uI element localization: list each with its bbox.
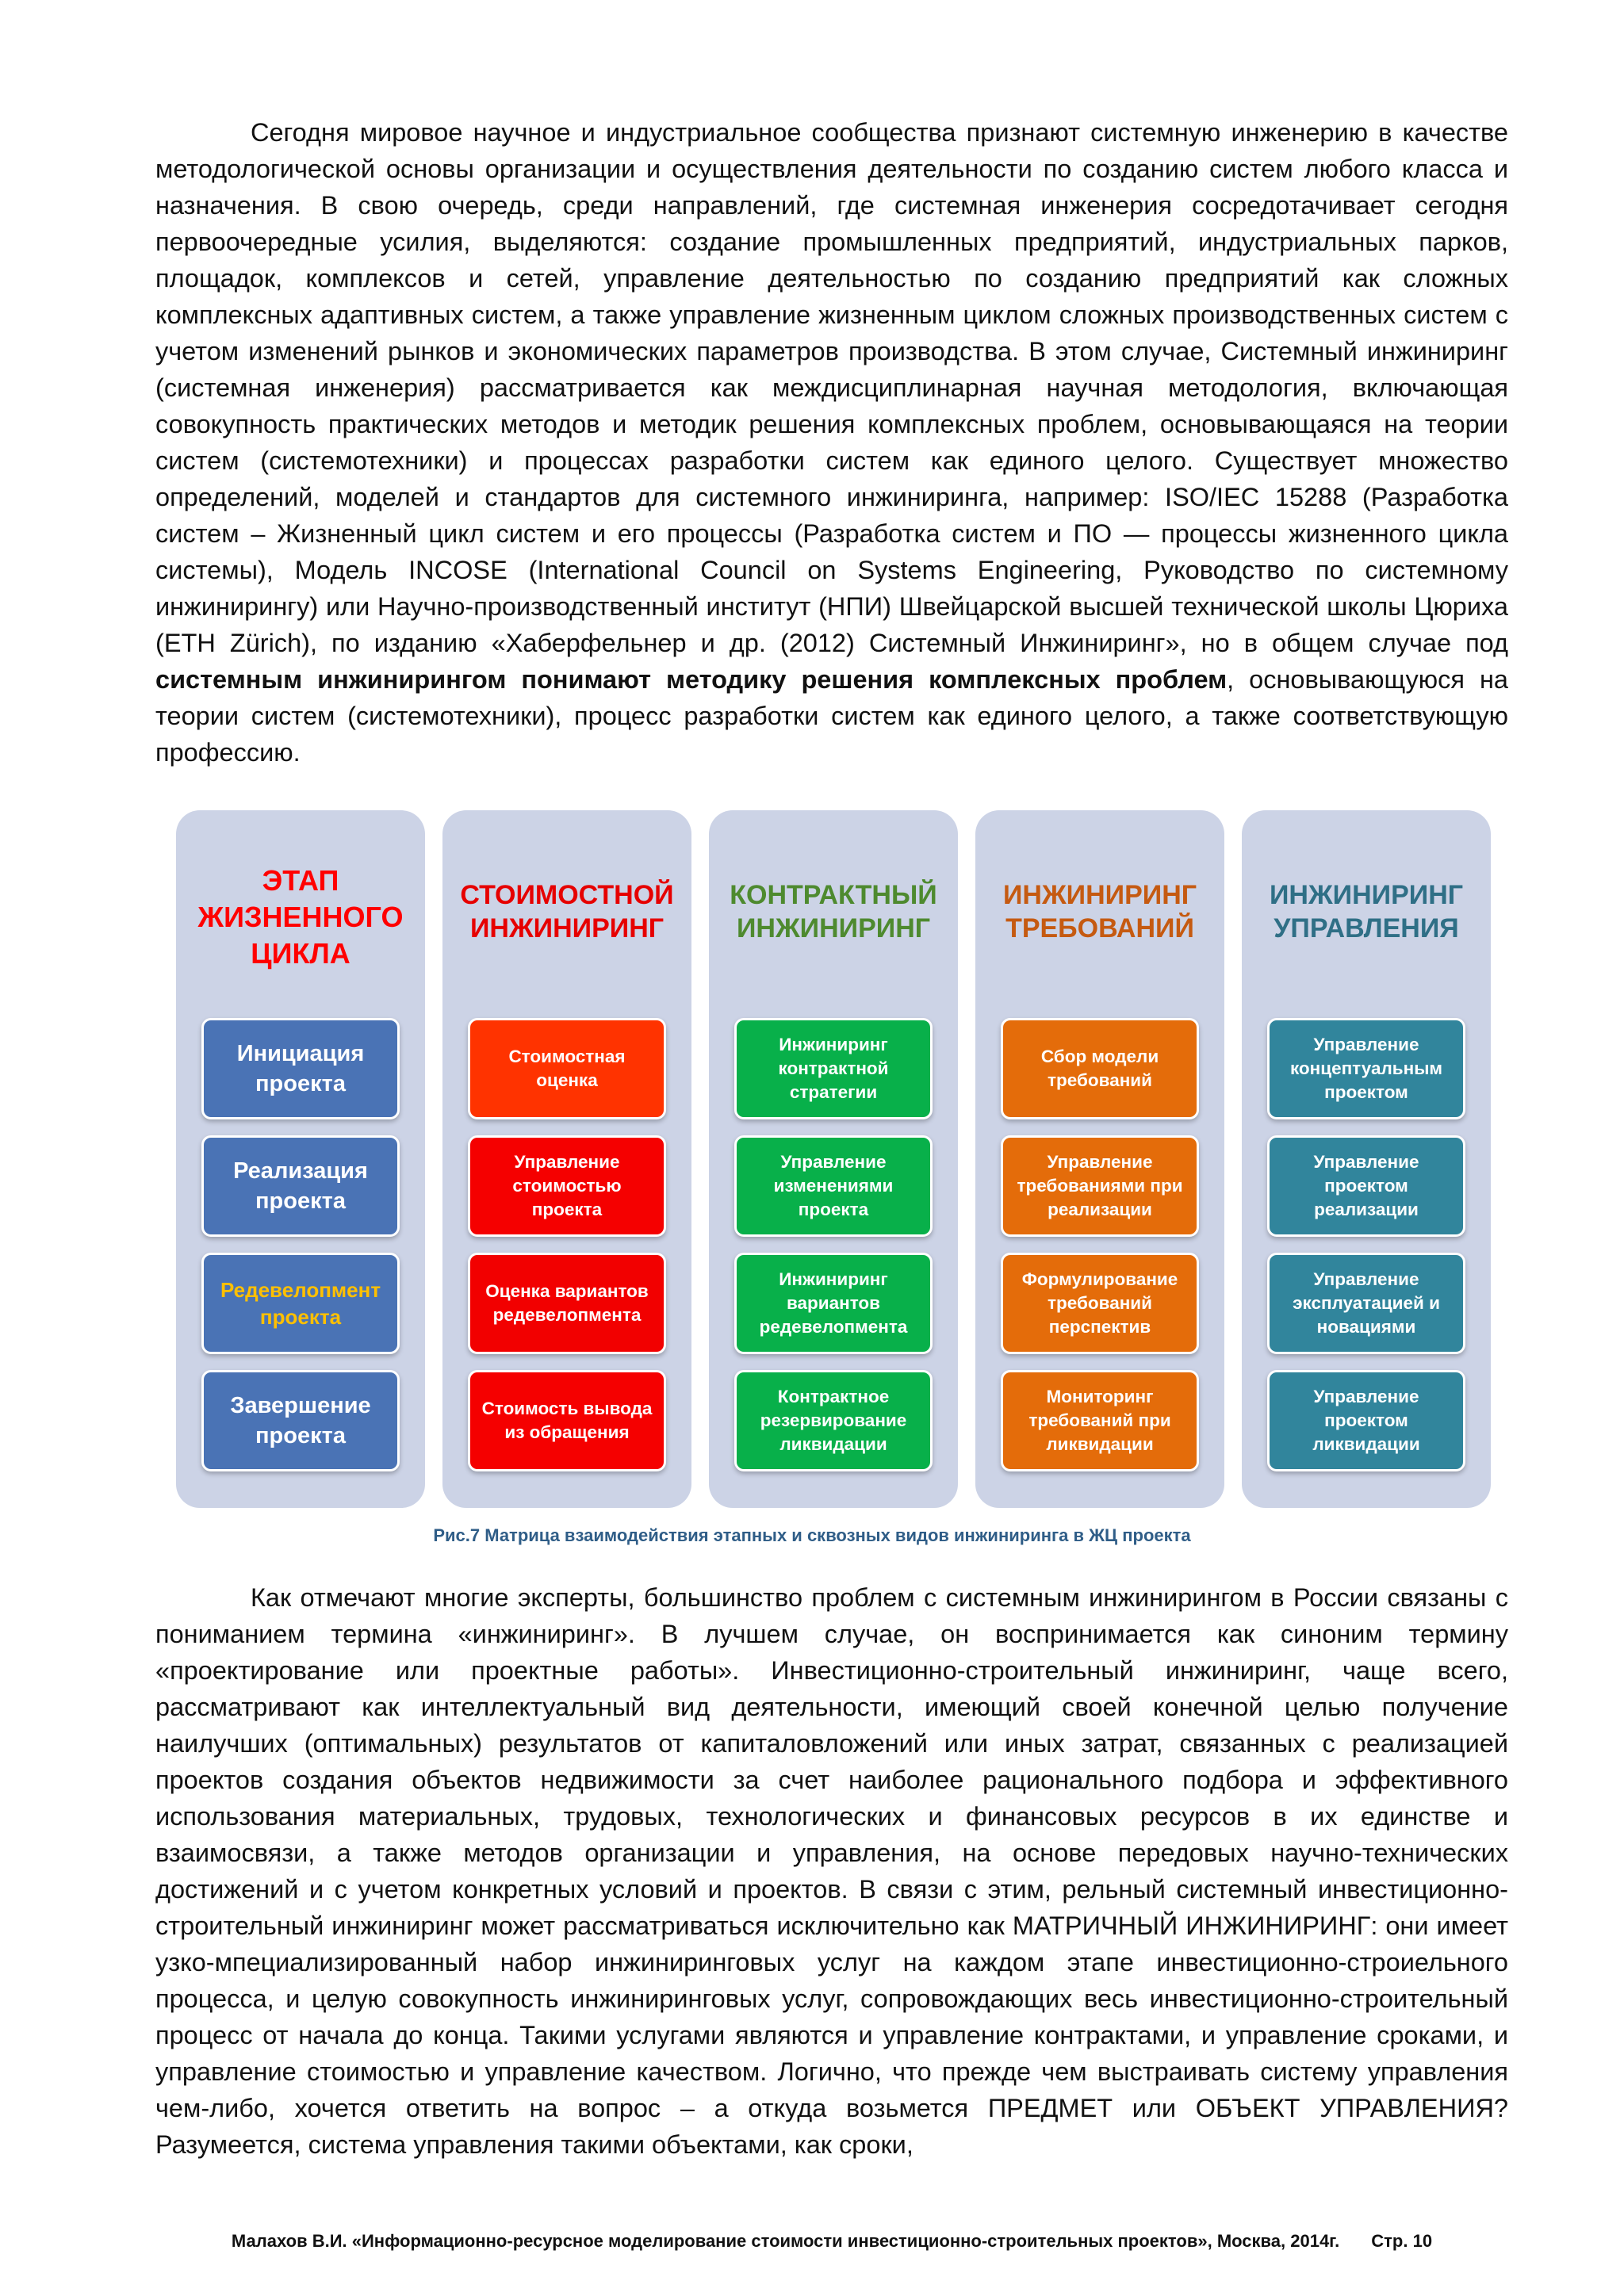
matrix-column-contract-engineering — [709, 810, 958, 1508]
paragraph-experts-text: Как отмечают многие эксперты, большинство проблем с системным инжинирингом в России связаны с пониманием термина «инжиниринг». В лучшем случае, он воспринимается как синоним термину «проектирование или проектные работы». Инвестиционно-строительный инжиниринг, чаще всего, рассматривают как интеллектуальный вид деятельности, имеющий своей конечной целью получение наилучших (оптимальных) результатов от капиталовложений или иных затрат, связанных с реализацией проектов создания объектов недвижимости за счет наиболее рационального подбора и эффективного использования материальных, трудовых, технологических и финансовых ресурсов в их единстве и взаимосвязи, а также методов организации и управления, на основе передовых научно-технических достижений и с учетом конкретных условий и проектов. В связи с этим, рельный системный инвестиционно-строительный инжиниринг может рассматриваться исключительно как МАТРИЧНЫЙ ИНЖИНИРИНГ: они имеет узко-мпециализированный набор инжиниринговых услуг на каждом этапе инвестиционно-строиельного процесса, и целую совокупность инжиниринговых услуг, сопровождающих весь инвестиционно-строительный процесс от начала до конца. Такими услугами являются и управление контрактами, и управление сроками, и управление стоимостью и управление качеством. Логично, что прежде чем выстраивать систему управления чем-либо, хочется ответить на вопрос – а откуда возьмется ПРЕДМЕТ или ОБЪЕКТ УПРАВЛЕНИЯ? Разумеется, система управления такими объектами, как сроки, — [155, 1583, 1508, 2159]
cell-contract-strategy: Инжиниринг контрактной стратегии — [734, 1018, 933, 1119]
cell-requirements-monitoring: Мониторинг требований при ликвидации — [1001, 1370, 1199, 1471]
matrix-column-management-engineering — [1242, 810, 1491, 1508]
column-title: СТОИМОСТНОЙ ИНЖИНИРИНГ — [460, 880, 674, 943]
cell-cost-estimate: Стоимостная оценка — [468, 1018, 666, 1119]
cell-initiation: Инициация проекта — [201, 1018, 400, 1119]
column-title: ИНЖИНИРИНГ ТРЕБОВАНИЙ — [1002, 880, 1197, 943]
page-number: Стр. 10 — [1371, 2231, 1433, 2251]
paragraph-intro — [155, 114, 1508, 771]
footer-citation: Малахов В.И. «Информационно-ресурсное моделирование стоимости инвестиционно-строительных проектов», Москва, 2014г. — [231, 2231, 1340, 2251]
cell-redevelopment-variants: Инжиниринг вариантов редевелопмента — [734, 1253, 933, 1354]
matrix-column-lifecycle — [176, 810, 425, 1508]
cell-change-management: Управление изменениями проекта — [734, 1135, 933, 1237]
cell-liquidation-management: Управление проектом ликвидации — [1267, 1370, 1465, 1471]
page-footer — [155, 2231, 1508, 2252]
cell-redevelopment-options: Оценка вариантов редевелопмента — [468, 1253, 666, 1354]
paragraph-intro-text-b: , основывающуюся на теории систем (системотехники), процесс разработки систем как единого целого, а также соответствующую профессию. — [155, 665, 1509, 767]
cell-redevelopment: Редевелопмент проекта — [201, 1253, 400, 1354]
matrix-column-requirements-engineering — [975, 810, 1224, 1508]
column-title: ЭТАП ЖИЗНЕННОГО ЦИКЛА — [197, 864, 404, 970]
cell-liquidation-reserve: Контрактное резервирование ликвидации — [734, 1370, 933, 1471]
cell-decommission-cost: Стоимость вывода из обращения — [468, 1370, 666, 1471]
cell-cost-management: Управление стоимостью проекта — [468, 1135, 666, 1237]
paragraph-experts — [155, 1579, 1508, 2163]
cell-requirements-formulation: Формулирование требований перспектив — [1001, 1253, 1199, 1354]
cell-realization-management: Управление проектом реализации — [1267, 1135, 1465, 1237]
cell-operation-management: Управление эксплуатацией и новациями — [1267, 1253, 1465, 1354]
cell-realization: Реализация проекта — [201, 1135, 400, 1237]
column-title: ИНЖИНИРИНГ УПРАВЛЕНИЯ — [1269, 880, 1464, 943]
paragraph-intro-bold: системным инжинирингом понимают методику решения комплексных проблем — [155, 665, 1228, 694]
paragraph-intro-text-a: Сегодня мировое научное и индустриальное сообщества признают системную инженерию в качестве методологической основы организации и осуществления деятельности по созданию систем любого класса и назначения. В свою очередь, среди направлений, где системная инженерия сосредотачивает сегодня первоочередные усилия, выделяются: создание промышленных предприятий, индустриальных парков, площадок, комплексов и сетей, управление деятельностью по созданию предприятий как сложных комплексных адаптивных систем, а также управление жизненным циклом сложных производственных систем с учетом изменений рынков и экономических параметров производства. В этом случае, Системный инжиниринг (системная инженерия) рассматривается как междисциплинарная научная методология, включающая совокупность практических методов и методик решения комплексных проблем, основывающаяся на теории систем (системотехники) и процессах разработки систем как единого целого. Существует множество определений, моделей и стандартов для системного инжиниринга, например: ISO/IEC 15288 (Разработка систем – Жизненный цикл систем и его процессы (Разработка систем и ПО — процессы жизненного цикла системы), Модель INCOSE (International Council on Systems Engineering, Руководство по системному инжинирингу) или Научно-производственный институт (НПИ) Швейцарской высшей технической школы Цюриха (ETH Zürich), по изданию «Хаберфельнер и др. (2012) Системный Инжиниринг», но в общем случае под — [155, 118, 1508, 657]
cell-requirements-management: Управление требованиями при реализации — [1001, 1135, 1199, 1237]
cell-concept-management: Управление концептуальным проектом — [1267, 1018, 1465, 1119]
cell-requirements-model: Сбор модели требований — [1001, 1018, 1199, 1119]
figure-caption: Рис.7 Матрица взаимодействия этапных и сквозных видов инжиниринга в ЖЦ проекта — [433, 1525, 1191, 1545]
matrix-column-cost-engineering — [442, 810, 691, 1508]
cell-completion: Завершение проекта — [201, 1370, 400, 1471]
column-title: КОНТРАКТНЫЙ ИНЖИНИРИНГ — [730, 880, 937, 943]
